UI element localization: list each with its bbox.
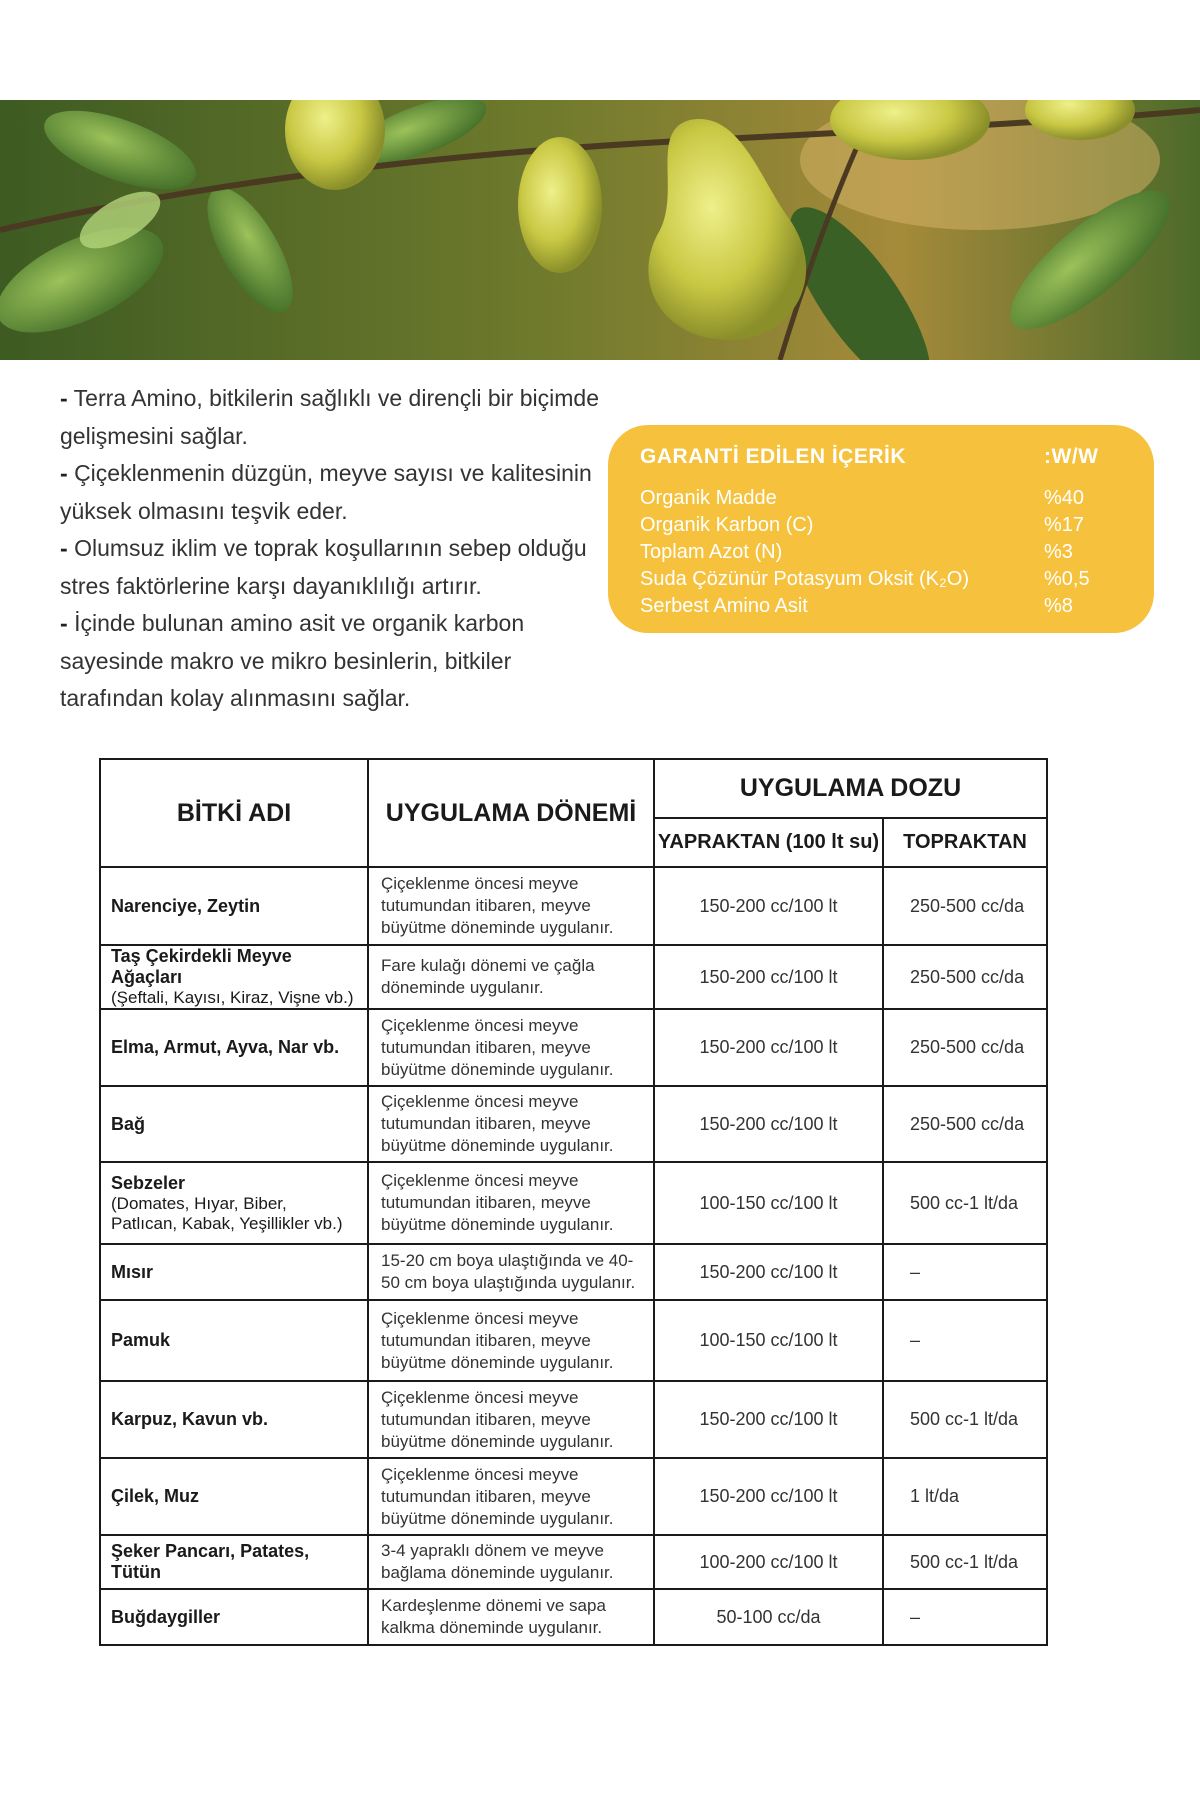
table-rows-soil: 250-500 cc/da bbox=[883, 945, 1047, 1009]
table-rows-leaf: 150-200 cc/100 lt bbox=[654, 1244, 883, 1300]
table-rows-leaf: 150-200 cc/100 lt bbox=[654, 1381, 883, 1458]
table-row bbox=[100, 1535, 1047, 1589]
guarantee-rows-name: Organik Karbon (C) bbox=[640, 514, 814, 536]
pear-tree-photo bbox=[0, 100, 1200, 360]
table-rows-plant: Sebzeler bbox=[111, 1172, 186, 1193]
intro-text: İçinde bulunan amino asit ve organik karbon sayesinde makro ve mikro besinlerin, bitkiler tarafından kolay alınmasını sağlar. bbox=[60, 610, 525, 711]
intro-text: Olumsuz iklim ve toprak koşullarının sebep olduğu stres faktörlerine karşı dayanıklılığı artırır. bbox=[60, 535, 587, 599]
intro-item bbox=[60, 455, 620, 530]
table-rows-plant: Elma, Armut, Ayva, Nar vb. bbox=[111, 1037, 340, 1057]
table-rows-period: Çiçeklenme öncesi meyve tutumundan itibaren, meyve büyütme döneminde uygulanır. bbox=[368, 1300, 654, 1381]
table-rows-leaf: 150-200 cc/100 lt bbox=[654, 1009, 883, 1086]
table-rows-leaf: 150-200 cc/100 lt bbox=[654, 1086, 883, 1162]
guarantee-rows-name: Suda Çözünür Potasyum Oksit (K₂O) bbox=[640, 568, 969, 590]
table-rows-leaf: 100-200 cc/100 lt bbox=[654, 1535, 883, 1589]
table-rows-soil: – bbox=[883, 1589, 1047, 1645]
table-rows-sub: (Domates, Hıyar, Biber, Patlıcan, Kabak, Yeşillikler vb.) bbox=[111, 1193, 343, 1233]
table-rows-leaf: 150-200 cc/100 lt bbox=[654, 867, 883, 945]
table-rows-plant: Çilek, Muz bbox=[111, 1486, 200, 1506]
table-rows-plant: Karpuz, Kavun vb. bbox=[111, 1409, 269, 1429]
intro-item bbox=[60, 530, 620, 605]
header-period: UYGULAMA DÖNEMİ bbox=[368, 759, 654, 867]
guarantee-row bbox=[640, 539, 1126, 566]
table-rows-plant: Narenciye, Zeytin bbox=[111, 895, 261, 916]
intro-dash: - bbox=[60, 460, 68, 486]
guarantee-row bbox=[640, 485, 1126, 512]
guarantee-rows-name: Toplam Azot (N) bbox=[640, 541, 783, 563]
guarantee-title: GARANTİ EDİLEN İÇERİK bbox=[640, 445, 907, 468]
table-rows-period: 15-20 cm boya ulaştığında ve 40-50 cm boya ulaştığında uygulanır. bbox=[368, 1244, 654, 1300]
guarantee-rows-value: %17 bbox=[1044, 514, 1085, 536]
header-soil: TOPRAKTAN bbox=[883, 818, 1047, 867]
guarantee-rows-name: Serbest Amino Asit bbox=[640, 595, 808, 617]
header-leaf: YAPRAKTAN (100 lt su) bbox=[654, 818, 883, 867]
table-rows-soil: 250-500 cc/da bbox=[883, 867, 1047, 945]
table-row bbox=[100, 867, 1047, 945]
guarantee-rows-value: %0,5 bbox=[1044, 568, 1090, 590]
intro-text: Çiçeklenmenin düzgün, meyve sayısı ve kalitesinin yüksek olmasını teşvik eder. bbox=[60, 460, 592, 524]
table-rows-leaf: 150-200 cc/100 lt bbox=[654, 945, 883, 1009]
guarantee-rows-value: %3 bbox=[1044, 541, 1073, 563]
table-rows-period: Çiçeklenme öncesi meyve tutumundan itibaren, meyve büyütme döneminde uygulanır. bbox=[368, 1458, 654, 1535]
table-row bbox=[100, 1244, 1047, 1300]
guarantee-rows-name: Organik Madde bbox=[640, 487, 777, 509]
table-rows-period: Çiçeklenme öncesi meyve tutumundan itibaren, meyve büyütme döneminde uygulanır. bbox=[368, 867, 654, 945]
table-rows-soil: 1 lt/da bbox=[883, 1458, 1047, 1535]
guarantee-unit: :W/W bbox=[1044, 445, 1099, 468]
table-row bbox=[100, 1589, 1047, 1645]
intro-item bbox=[60, 380, 620, 455]
table-rows-leaf: 50-100 cc/da bbox=[654, 1589, 883, 1645]
table-row bbox=[100, 1381, 1047, 1458]
guarantee-row bbox=[640, 593, 1126, 620]
table-rows-plant: Mısır bbox=[111, 1261, 154, 1282]
table-row bbox=[100, 1009, 1047, 1086]
table-rows-leaf: 100-150 cc/100 lt bbox=[654, 1300, 883, 1381]
table-rows-soil: 500 cc-1 lt/da bbox=[883, 1381, 1047, 1458]
guarantee-rows-value: %40 bbox=[1044, 487, 1085, 509]
table-rows-soil: 250-500 cc/da bbox=[883, 1009, 1047, 1086]
table-rows-plant: Bağ bbox=[111, 1113, 146, 1134]
guarantee-box bbox=[608, 425, 1154, 633]
table-row bbox=[100, 1300, 1047, 1381]
table-rows-period: Çiçeklenme öncesi meyve tutumundan itibaren, meyve büyütme döneminde uygulanır. bbox=[368, 1381, 654, 1458]
guarantee-rows-value: %8 bbox=[1044, 595, 1073, 617]
table-rows-soil: – bbox=[883, 1300, 1047, 1381]
dosage-table bbox=[99, 758, 1048, 1646]
intro-dash: - bbox=[60, 535, 68, 561]
guarantee-row bbox=[640, 512, 1126, 539]
table-rows-period: Kardeşlenme dönemi ve sapa kalkma döneminde uygulanır. bbox=[368, 1589, 654, 1645]
table-rows-soil: 250-500 cc/da bbox=[883, 1086, 1047, 1162]
guarantee-row bbox=[640, 566, 1126, 593]
table-rows-leaf: 150-200 cc/100 lt bbox=[654, 1458, 883, 1535]
table-rows-period: Çiçeklenme öncesi meyve tutumundan itibaren, meyve büyütme döneminde uygulanır. bbox=[368, 1086, 654, 1162]
table-rows-period: Çiçeklenme öncesi meyve tutumundan itibaren, meyve büyütme döneminde uygulanır. bbox=[368, 1162, 654, 1244]
table-rows-soil: 500 cc-1 lt/da bbox=[883, 1535, 1047, 1589]
hero-image bbox=[0, 100, 1200, 360]
table-rows-leaf: 100-150 cc/100 lt bbox=[654, 1162, 883, 1244]
table-rows-plant: Taş Çekirdekli Meyve Ağaçları bbox=[111, 946, 292, 987]
table-rows-period: 3-4 yapraklı dönem ve meyve bağlama döneminde uygulanır. bbox=[368, 1535, 654, 1589]
intro-text bbox=[60, 380, 620, 718]
table-rows-plant: Şeker Pancarı, Patates, Tütün bbox=[111, 1541, 310, 1582]
intro-dash: - bbox=[60, 610, 68, 636]
table-rows-soil: 500 cc-1 lt/da bbox=[883, 1162, 1047, 1244]
table-rows-soil: – bbox=[883, 1244, 1047, 1300]
table-row bbox=[100, 1162, 1047, 1244]
header-dose: UYGULAMA DOZU bbox=[654, 759, 1047, 818]
guarantee-header bbox=[640, 445, 1126, 485]
table-rows-plant: Pamuk bbox=[111, 1330, 171, 1350]
header-plant: BİTKİ ADI bbox=[100, 759, 368, 867]
table-row bbox=[100, 1086, 1047, 1162]
intro-item bbox=[60, 605, 620, 718]
table-rows-period: Çiçeklenme öncesi meyve tutumundan itibaren, meyve büyütme döneminde uygulanır. bbox=[368, 1009, 654, 1086]
table-rows-period: Fare kulağı dönemi ve çağla döneminde uygulanır. bbox=[368, 945, 654, 1009]
table-row bbox=[100, 945, 1047, 1009]
intro-text: Terra Amino, bitkilerin sağlıklı ve dirençli bir biçimde gelişmesini sağlar. bbox=[60, 385, 600, 449]
intro-dash: - bbox=[60, 385, 68, 411]
table-row bbox=[100, 1458, 1047, 1535]
table-rows-sub: (Şeftali, Kayısı, Kiraz, Vişne vb.) bbox=[111, 988, 354, 1007]
table-rows-plant: Buğdaygiller bbox=[111, 1606, 221, 1627]
